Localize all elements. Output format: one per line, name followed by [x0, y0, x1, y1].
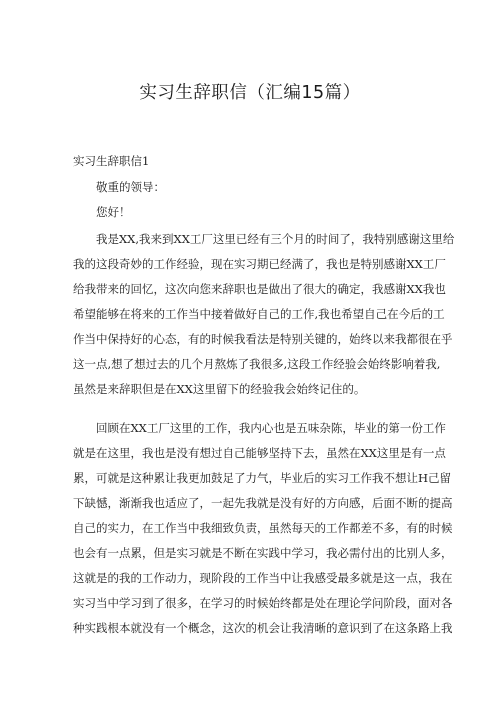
paragraph-line: 种实践根本就没有一个概念，这次的机会让我清晰的意识到了在这条路上我 [73, 621, 453, 635]
paragraph-line: 我的这段奇妙的工作经验，现在实习期已经满了，我也是特别感谢XX工厂 [73, 257, 446, 271]
paragraph-line: 这一点,想了想过去的几个月熬炼了我很多,这段工作经验会始终影响着我, [73, 357, 441, 371]
salutation: 敬重的领导： [96, 180, 165, 194]
paragraph-line: 实习当中学习到了很多，在学习的时候始终都是处在理论学问阶段，面对各 [73, 596, 453, 610]
paragraph-1 [73, 227, 455, 402]
document-title: 实习生辞职信（汇编15篇） [139, 83, 361, 103]
paragraph-line: 作当中保持好的心态，有的时候我看法是特别关键的，始终以来我都很在乎 [73, 332, 453, 346]
paragraph-line: 回顾在XX工厂这里的工作，我内心也是五味杂陈，毕业的第一份工作 [96, 421, 446, 435]
paragraph-line: 这就是的我的工作动力，现阶段的工作当中让我感受最多就是这一点，我在 [73, 571, 453, 585]
paragraph-line: 也会有一点累，但是实习就是不断在实践中学习，我必需付出的比别人多， [73, 546, 453, 560]
paragraph-line: 我是XX,我来到XX工厂这里已经有三个月的时间了，我特别感谢这里给 [96, 232, 455, 246]
paragraph-line: 自己的实力，在工作当中我细致负责，虽然每天的工作都差不多，有的时候 [73, 521, 453, 535]
paragraph-line: 下缺憾，渐渐我也适应了，一起先我就是没有好的方向感，后面不断的提高 [73, 496, 453, 510]
paragraph-line: 给我带来的回忆，这次向您来辞职也是做出了很大的确定，我感谢XX我也 [73, 282, 446, 296]
paragraph-line: 虽然是来辞职但是在XX这里留下的经验我会始终记住的。 [73, 382, 366, 396]
paragraph-line: 就是在这里，我也是没有想过自己能够坚持下去，虽然在XX这里是有一点 [73, 446, 446, 460]
paragraph-line: 希望能够在将来的工作当中接着做好自己的工作,我也希望自己在今后的工 [73, 307, 445, 321]
paragraph-2 [73, 416, 453, 641]
greeting: 您好！ [96, 205, 131, 219]
section-heading: 实习生辞职信1 [73, 154, 150, 168]
paragraph-line: 累，可就是这种累让我更加鼓足了力气，毕业后的实习工作我不想让H己留 [73, 471, 452, 485]
